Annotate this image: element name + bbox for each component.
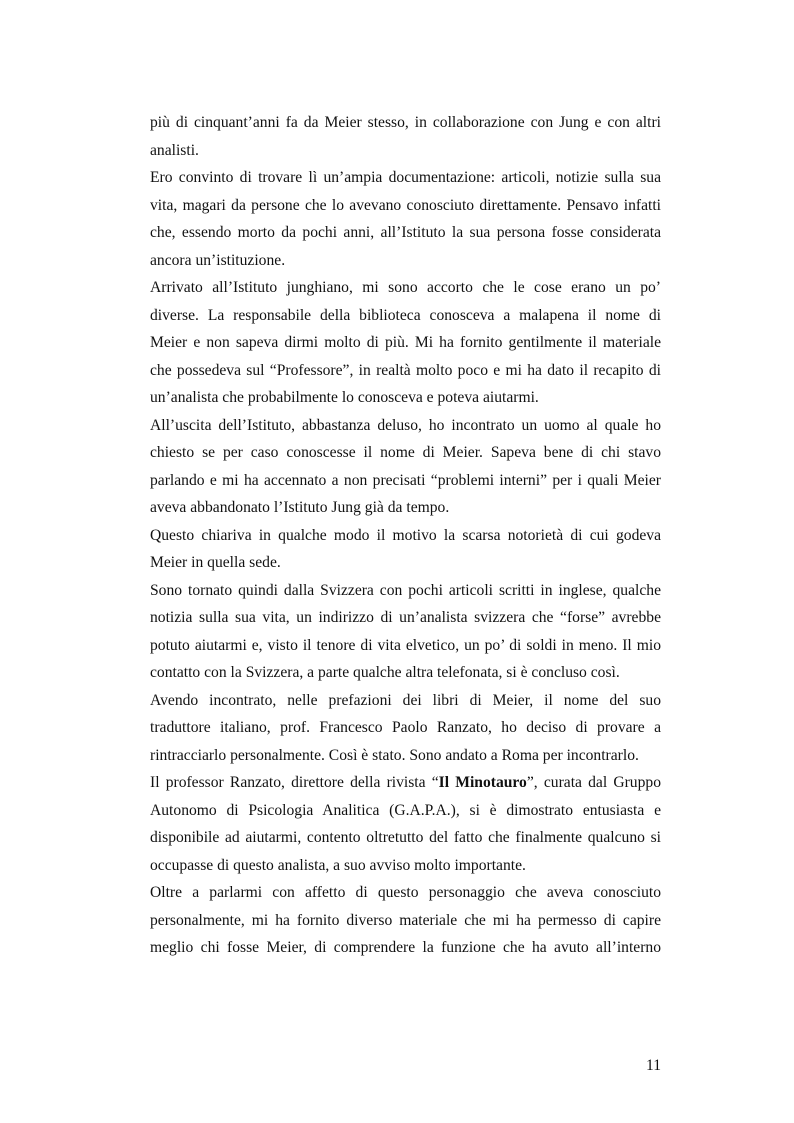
text-line: un’analista che probabilmente lo conosceva e poteva aiutarmi.	[150, 389, 539, 406]
journal-title: Il Minotauro	[438, 774, 527, 791]
text-line: che possedeva sul “Professore”, in realtà molto poco e mi ha dato il recapito di	[150, 361, 661, 379]
text-line: Oltre a parlarmi con affetto di questo personaggio che aveva conosciuto	[150, 884, 661, 901]
text-line: Arrivato all’Istituto junghiano, mi sono accorto che le cose erano un po’	[150, 279, 661, 296]
text-line: rintracciarlo personalmente. Così è stato. Sono andato a Roma per incontrarlo.	[150, 746, 639, 764]
text-line: che, essendo morto da pochi anni, all’Istituto la sua persona fosse considerata	[150, 224, 661, 241]
page-number: 11	[645, 1057, 661, 1074]
text-line: meglio chi fosse Meier, di comprendere la funzione che ha avuto all’interno	[150, 939, 661, 956]
text-line: personalmente, mi ha fornito diverso materiale che mi ha permesso di capire	[150, 911, 661, 929]
text-line: parlando e mi ha accennato a non precisati “problemi interni” per i quali Meier	[150, 471, 661, 489]
text-segment: Il professor Ranzato, direttore della rivista “	[150, 774, 439, 791]
text-line-minotauro	[150, 769, 661, 797]
text-line: Ero convinto di trovare lì un’ampia documentazione: articoli, notizie sulla sua	[150, 169, 661, 186]
text-line: disponibile ad aiutarmi, contento oltretutto del fatto che finalmente qualcuno si	[150, 829, 661, 846]
text-segment: ”, curata dal Gruppo	[526, 774, 661, 791]
text-line: All’uscita dell’Istituto, abbastanza deluso, ho incontrato un uomo al quale ho	[150, 416, 661, 434]
text-line: Autonomo di Psicologia Analitica (G.A.P.A.), si è dimostrato entusiasta e	[150, 801, 661, 819]
text-line: diverse. La responsabile della biblioteca conosceva a malapena il nome di	[150, 306, 661, 324]
text-line: Meier in quella sede.	[150, 554, 281, 571]
text-line: notizia sulla sua vita, un indirizzo di un’analista svizzera che “forse” avrebbe	[150, 609, 661, 626]
text-line: Avendo incontrato, nelle prefazioni dei libri di Meier, il nome del suo	[150, 691, 661, 709]
document-body	[150, 109, 661, 962]
text-line: Sono tornato quindi dalla Svizzera con pochi articoli scritti in inglese, qualche	[150, 581, 661, 599]
text-line: chiesto se per caso conoscesse il nome di Meier. Sapeva bene di chi stavo	[150, 444, 661, 461]
text-line: aveva abbandonato l’Istituto Jung già da tempo.	[150, 499, 450, 516]
text-line: occupasse di questo analista, a suo avviso molto importante.	[150, 856, 526, 874]
text-line: traduttore italiano, prof. Francesco Paolo Ranzato, ho deciso di provare a	[150, 719, 661, 736]
text-line: Meier e non sapeva dirmi molto di più. Mi ha fornito gentilmente il materiale	[150, 334, 661, 351]
text-line: più di cinquant’anni fa da Meier stesso, in collaborazione con Jung e con altri	[150, 114, 661, 131]
text-line: ancora un’istituzione.	[150, 251, 286, 269]
text-line: Questo chiariva in qualche modo il motivo la scarsa notorietà di cui godeva	[150, 526, 661, 544]
text-line: analisti.	[150, 141, 199, 159]
text-line: potuto aiutarmi e, visto il tenore di vita elvetico, un po’ di soldi in meno. Il mio	[150, 636, 661, 654]
text-line: contatto con la Svizzera, a parte qualche altra telefonata, si è concluso così.	[150, 664, 620, 681]
text-line: vita, magari da persone che lo avevano conosciuto direttamente. Pensavo infatti	[150, 196, 661, 214]
